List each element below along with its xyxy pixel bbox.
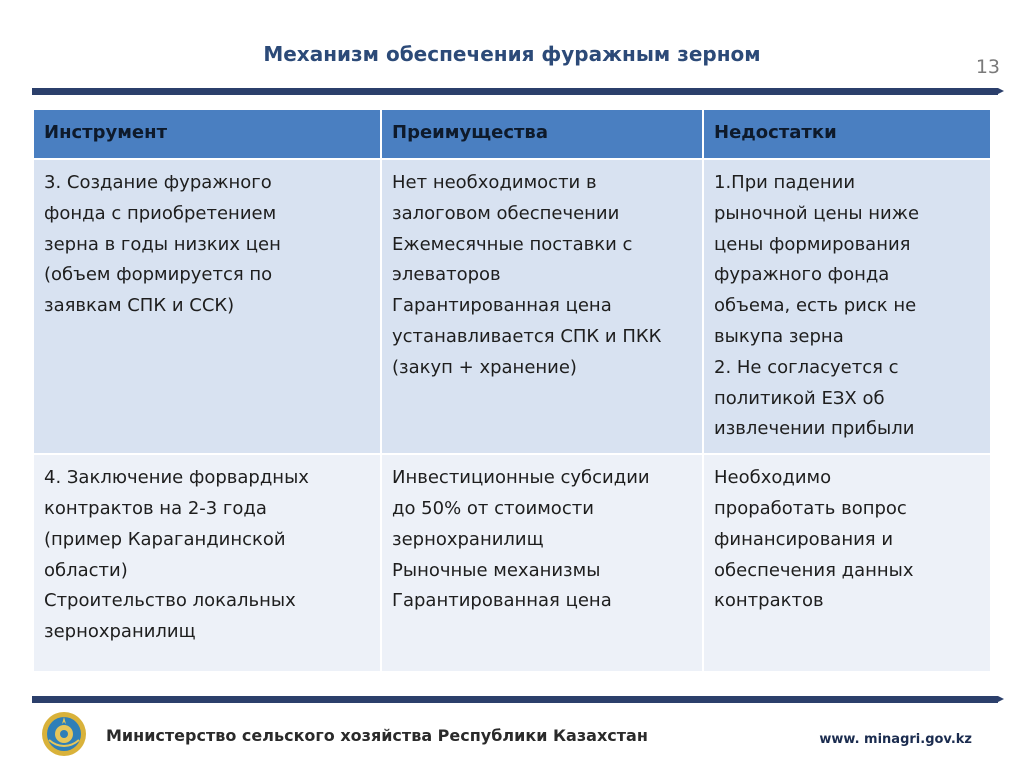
header-disadvantages: Недостатки — [703, 109, 991, 159]
comparison-table — [32, 108, 992, 673]
header-advantages: Преимущества — [381, 109, 703, 159]
table-row — [33, 454, 991, 672]
table-header-row — [33, 109, 991, 159]
cell-instrument: 4. Заключение форвардных контрактов на 2-3 года (пример Карагандинской области) Строительство локальных зернохранилищ — [33, 454, 381, 672]
top-divider-bar — [32, 88, 998, 95]
state-emblem-icon — [40, 710, 88, 758]
header-instrument: Инструмент — [33, 109, 381, 159]
page-number: 13 — [975, 56, 1000, 78]
slide-title: Механизм обеспечения фуражным зерном — [263, 42, 761, 66]
cell-advantages: Инвестиционные субсидии до 50% от стоимости зернохранилищ Рыночные механизмы Гарантированная цена — [381, 454, 703, 672]
cell-disadvantages: 1.При падении рыночной цены ниже цены формирования фуражного фонда объема, есть риск не выкупа зерна 2. Не согласуется с политикой ЕЗХ об извлечении прибыли — [703, 159, 991, 454]
cell-advantages: Нет необходимости в залоговом обеспечении Ежемесячные поставки с элеваторов Гарантированная цена устанавливается СПК и ПКК (закуп + хранение) — [381, 159, 703, 454]
cell-instrument: 3. Создание фуражного фонда с приобретением зерна в годы низких цен (объем формируется по заявкам СПК и ССК) — [33, 159, 381, 454]
website-link[interactable]: www. minagri.gov.kz — [819, 732, 972, 747]
ministry-name: Министерство сельского хозяйства Республики Казахстан — [106, 726, 648, 745]
cell-disadvantages: Необходимо проработать вопрос финансирования и обеспечения данных контрактов — [703, 454, 991, 672]
bottom-divider-bar — [32, 696, 998, 703]
table-row — [33, 159, 991, 454]
